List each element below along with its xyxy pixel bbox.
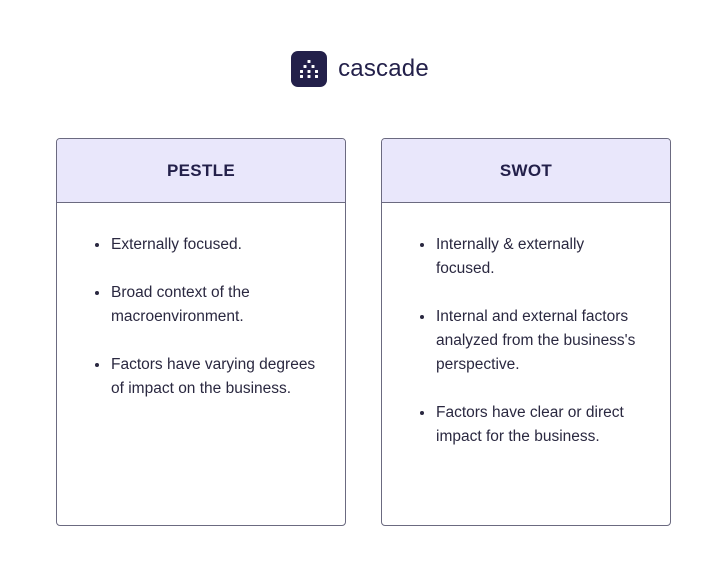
pestle-point: Broad context of the macroenvironment.: [95, 281, 317, 329]
pestle-card-title: PESTLE: [167, 160, 235, 180]
swot-card-header: [382, 139, 670, 203]
swot-point: Internal and external factors analyzed from the business's perspective.: [420, 305, 642, 377]
pestle-card: [56, 138, 346, 526]
swot-points-list: [420, 233, 642, 449]
pestle-point: Factors have varying degrees of impact on the business.: [95, 353, 317, 401]
swot-point: Internally & externally focused.: [420, 233, 642, 281]
swot-point: Factors have clear or direct impact for the business.: [420, 401, 642, 449]
pestle-points-list: [95, 233, 317, 401]
brand-header: [0, 51, 720, 87]
swot-card: [381, 138, 671, 526]
cascade-dots-icon: [298, 58, 320, 80]
brand-name: cascade: [338, 55, 429, 82]
pestle-point: Externally focused.: [95, 233, 317, 257]
cascade-logo-icon: [291, 51, 327, 87]
pestle-card-body: [57, 203, 345, 401]
swot-card-title: SWOT: [499, 160, 553, 180]
swot-card-body: [382, 203, 670, 449]
pestle-card-header: [57, 139, 345, 203]
